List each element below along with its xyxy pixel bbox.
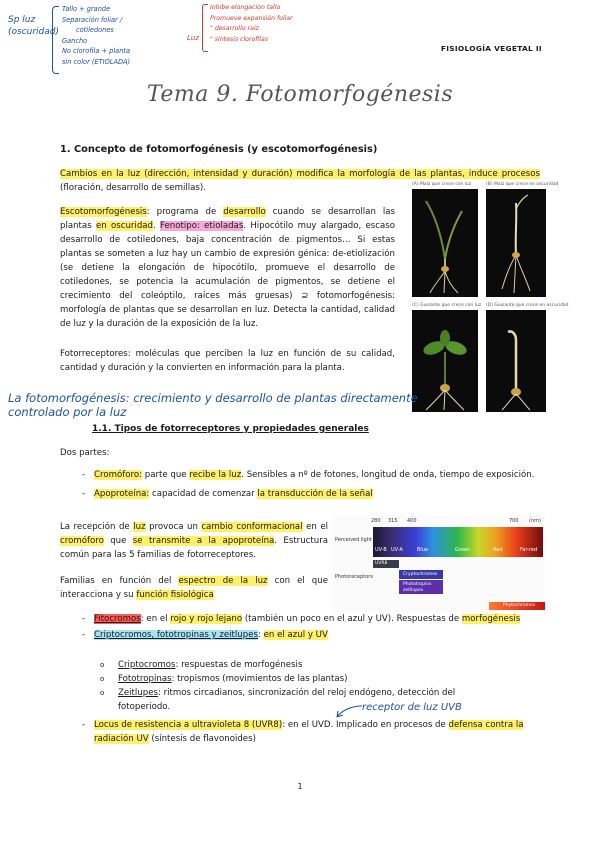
photo-maize-light — [412, 189, 478, 297]
handwritten-receptor-note: receptor de luz UVB — [362, 702, 462, 713]
term-recibe-luz: recibe la luz — [189, 470, 242, 480]
tick-700: 700 — [509, 518, 519, 524]
term-fenotipo: Fenotipo: etioladas — [160, 221, 244, 231]
term-criptocromos: Criptocromos, fototropinas y zeitlupes — [94, 630, 258, 640]
paragraph-escotomorfogenesis — [60, 205, 395, 331]
text: : respuestas de morfogénesis — [175, 660, 303, 670]
handwritten-fotomorfogenesis-note: La fotomorfogénesis: crecimiento y desarrollo de plantas directamente controlado por la luz — [8, 391, 418, 419]
list-item — [60, 487, 540, 501]
hw-line: " síntesis clorofilas — [210, 35, 269, 43]
paragraph-recepcion — [60, 520, 328, 562]
tick-400: 400 — [407, 518, 417, 524]
hw-line: No clorofila + planta — [62, 47, 131, 55]
term-cambio-conformacional: cambio conformacional — [201, 522, 303, 532]
hw-line: sin color (ETIOLADA) — [62, 57, 131, 66]
photo-maize-dark — [486, 189, 546, 297]
hw-sp-luz: Sp luz — [8, 15, 36, 25]
handwritten-brace-left — [52, 6, 59, 74]
text: Fototropinas — [118, 674, 172, 684]
handwritten-middle-notes — [210, 3, 293, 45]
text: (también un poco en el azul y UV). Respuestas de — [242, 614, 462, 624]
term-transmite: se transmite a la apoproteína — [132, 536, 275, 546]
maize-light-illustration — [412, 189, 478, 297]
list-item — [60, 468, 540, 482]
term-azul-uv: en el azul y UV — [263, 630, 328, 640]
hw-line: Inhibe elongación tallo — [210, 4, 281, 11]
handwritten-brace-middle — [202, 4, 208, 52]
photo-caption-d: (D) Guisante que crece en oscuridad — [486, 303, 569, 308]
photo-pea-dark — [486, 310, 546, 412]
handwritten-middle-label: Luz — [187, 34, 200, 42]
list-item-uvr8 — [60, 718, 540, 746]
page-title: Tema 9. Fotomorfogénesis — [146, 82, 454, 107]
row-perceived-light: Perceived light — [335, 537, 372, 543]
locus-list — [60, 718, 540, 746]
section-heading: 1. Concepto de fotomorfogénesis (y escotomorfogénesis) — [60, 144, 378, 155]
term-oscuridad: en oscuridad — [95, 221, 153, 231]
photo-pea-light — [412, 310, 478, 412]
text: Zeitlupes — [118, 688, 158, 698]
text: que — [103, 536, 133, 546]
photo-caption-b: (B) Maíz que crece en oscuridad — [486, 182, 559, 187]
text: . Estructura común para las 5 familias de fotorreceptores. — [60, 536, 329, 560]
term-escotomorfogenesis: Escotomorfogénesis — [60, 207, 147, 217]
term-funcion-fisiologica: función fisiológica — [136, 590, 214, 600]
term-cromoforo: Cromóforo: — [94, 470, 143, 480]
hw-line: Promueve expansión foliar — [210, 14, 293, 22]
course-name: FISIOLOGÍA VEGETAL II — [440, 44, 542, 53]
handwritten-left-notes — [62, 4, 130, 67]
hw-line: Tallo + grande — [62, 5, 111, 13]
tick-315: 315 — [388, 518, 398, 524]
photo-caption-a: (A) Maíz que crece con luz — [412, 182, 472, 187]
hw-line: Separación foliar / — [62, 15, 123, 24]
term-rojo: rojo y rojo lejano — [170, 614, 243, 624]
paragraph-familias — [60, 574, 328, 602]
label-phototropins: Phototropins zeitlupes — [403, 582, 432, 593]
p1-rest: (floración, desarrollo de semillas). — [60, 183, 206, 193]
text: parte que — [142, 470, 190, 480]
hw-line: " desarrollo raíz — [210, 25, 259, 32]
text: . Hipocótilo muy alargado, escaso desarrollo de cotiledones, baja concentración de pigmentos… Si estas plantas se someten a luz hay un cambio de expresión génica: de-etiolización (se detiene la elongación de hipocótilo, promueve el desarrollo de cotiledones, se potencia la acumulación de pigmentos, se detiene el crecimiento del coleóptilo, raíces más gruesas) ⊇ fotomorfogénesis: morfología de plantas que se desarrollan en luz. Detecta la cantidad, calidad de luz y la duración de la exposición de la luz. — [60, 221, 396, 329]
band-green: Green — [455, 547, 471, 553]
label-uvr8: UVR8 — [375, 561, 388, 566]
dos-partes: Dos partes: — [60, 448, 110, 458]
text: : en el UVD. Implicado en procesos de — [282, 720, 449, 730]
row-photoreceptors: Photoreceptors — [335, 574, 373, 580]
list-item-fitocromos — [60, 612, 540, 626]
pea-light-illustration — [412, 310, 478, 412]
term-morfogenesis: morfogénesis — [461, 614, 521, 624]
text: provoca un — [145, 522, 202, 532]
label-cryptochromes: Cryptochromes — [403, 572, 438, 577]
text: en el — [302, 522, 328, 532]
text: capacidad de comenzar — [149, 489, 258, 499]
p1-highlight: Cambios en la luz (dirección, intensidad y duración) modifica la morfología de las plantas, induce procesos — [60, 169, 540, 179]
text: cuando se desarrollan las plantas — [60, 207, 395, 231]
term-defensa: defensa contra la radiación UV — [94, 720, 524, 744]
text: : — [257, 630, 264, 640]
sub-item-fototropinas — [60, 672, 500, 686]
hw-oscuridad: (oscuridad) — [8, 27, 60, 37]
partes-list — [60, 468, 540, 501]
term-desarrollo: desarrollo — [223, 207, 266, 217]
spectrum-figure — [333, 516, 545, 612]
term-apoproteina: Apoproteína: — [94, 489, 150, 499]
text: con el que interacciona y su — [60, 576, 328, 600]
label-phytochromes: Phytochromes — [503, 603, 536, 608]
page-number: 1 — [297, 782, 303, 791]
band-uva: UV-A — [391, 547, 403, 553]
text: . Sensibles a nº de fotones, longitud de onda, tiempo de exposición. — [241, 470, 535, 480]
hw-line: cotiledones — [76, 26, 114, 34]
subsection-heading: 1.1. Tipos de fotorreceptores y propiedades generales — [92, 424, 369, 434]
band-blue: Blue — [417, 547, 429, 553]
text: . — [153, 221, 161, 231]
text: : ritmos circadianos, sincronización del reloj endógeno, detección del fotoperiodo. — [118, 688, 456, 712]
band-far-red: Far-red — [520, 547, 538, 553]
tick-unit: (nm) — [529, 518, 541, 524]
term-uvr8: Locus de resistencia a ultravioleta 8 (UVR8) — [94, 720, 283, 730]
hw-line: Gancho — [62, 36, 88, 45]
families-list — [60, 612, 540, 642]
term-fitocromos: Fitocromos — [94, 614, 141, 624]
text: : en el — [140, 614, 171, 624]
maize-dark-illustration — [486, 189, 546, 297]
sub-item-criptocromos — [60, 658, 500, 672]
text: (síntesis de flavonoides) — [148, 734, 256, 744]
text: La recepción de — [60, 522, 134, 532]
paragraph-fotorreceptores: Fotorreceptores: moléculas que perciben la luz en función de su calidad, cantidad y duración y la convierten en información para la planta. — [60, 349, 395, 373]
list-item-criptocromos — [60, 628, 540, 642]
band-uvb: UV-B — [375, 547, 387, 553]
photo-caption-c: (C) Guisante que crece con luz — [412, 303, 482, 308]
text: Criptocromos — [118, 660, 176, 670]
text: : programa de — [146, 207, 224, 217]
term-transduccion: la transducción de la señal — [257, 489, 373, 499]
pea-dark-illustration — [486, 310, 546, 412]
text: Familias en función del — [60, 576, 179, 586]
term-luz: luz — [133, 522, 146, 532]
term-cromoforo-2: cromóforo — [60, 536, 104, 546]
text: : tropismos (movimientos de las plantas) — [171, 674, 348, 684]
term-espectro: espectro de la luz — [178, 576, 268, 586]
tick-280: 280 — [371, 518, 381, 524]
band-red: Red — [493, 547, 503, 553]
